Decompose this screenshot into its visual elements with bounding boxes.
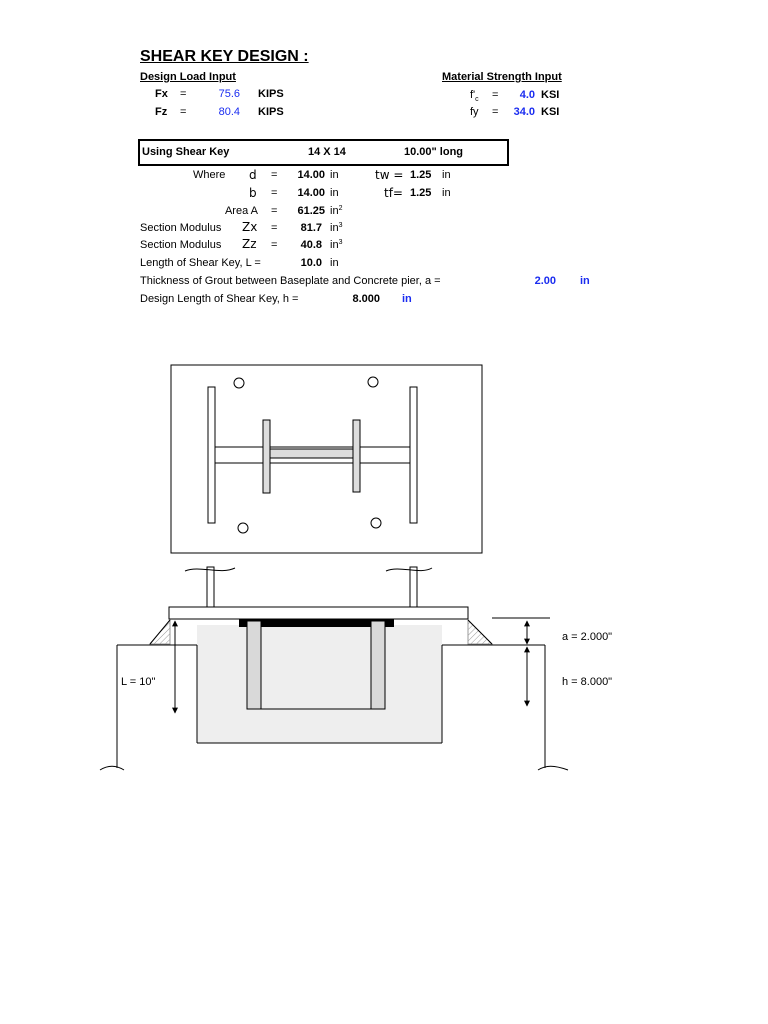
material-strength-heading: Material Strength Input bbox=[442, 71, 562, 83]
area-unit-sup: 2 bbox=[338, 205, 343, 212]
fz-eq: = bbox=[180, 106, 187, 118]
shear-key-flange-right-plan bbox=[353, 420, 360, 492]
grout-value[interactable]: 2.00 bbox=[534, 275, 556, 287]
area-value: 61.25 bbox=[297, 205, 325, 217]
fy-label: fy bbox=[470, 106, 479, 118]
design-length-value: 8.000 bbox=[352, 293, 380, 305]
sx-value: 81.7 bbox=[300, 222, 322, 234]
column-flange-left bbox=[208, 387, 215, 523]
length-label: Length of Shear Key, L = bbox=[140, 257, 261, 269]
fc-label-main: f' bbox=[470, 89, 476, 101]
h-dimension-label: h = 8.000" bbox=[562, 676, 613, 688]
plan-view bbox=[171, 365, 482, 553]
sx-unit-sup: 3 bbox=[338, 222, 343, 229]
tw-unit: in bbox=[442, 169, 451, 181]
anchor-bolt-hole bbox=[234, 378, 244, 388]
fx-value[interactable]: 75.6 bbox=[218, 88, 240, 100]
tf-unit: in bbox=[442, 187, 451, 199]
shear-key-length: 10.00" long bbox=[404, 146, 464, 158]
sx-symbol: Zx bbox=[242, 220, 258, 234]
column-flange-right-elev bbox=[410, 567, 417, 607]
tf-value: 1.25 bbox=[410, 187, 432, 199]
d-eq: = bbox=[271, 169, 278, 181]
shear-key-flange-left-plan bbox=[263, 420, 270, 493]
tf-label: tf= bbox=[384, 186, 403, 200]
base-plate-elev bbox=[169, 607, 468, 619]
page-title: SHEAR KEY DESIGN : bbox=[140, 48, 309, 65]
b-unit: in bbox=[330, 187, 339, 199]
sx-unit-main: in bbox=[330, 222, 339, 234]
fx-eq: = bbox=[180, 88, 187, 100]
anchor-bolt-hole bbox=[238, 523, 248, 533]
length-unit: in bbox=[330, 257, 339, 269]
sz-unit-sup: 3 bbox=[338, 239, 343, 246]
length-value: 10.0 bbox=[300, 257, 322, 269]
sz-label: Section Modulus bbox=[140, 239, 222, 251]
anchor-bolt-hole bbox=[371, 518, 381, 528]
area-eq: = bbox=[271, 205, 278, 217]
sz-unit-main: in bbox=[330, 239, 339, 251]
concrete-pier bbox=[197, 625, 442, 743]
fc-label-sub: c bbox=[475, 96, 479, 104]
elevation-view bbox=[100, 567, 612, 770]
design-length-unit: in bbox=[402, 293, 412, 305]
grout-label: Thickness of Grout between Baseplate and Concrete pier, a = bbox=[140, 275, 441, 287]
a-dimension-label: a = 2.000" bbox=[562, 631, 613, 643]
grout-unit: in bbox=[580, 275, 590, 287]
sz-eq: = bbox=[271, 239, 278, 251]
shear-key-label: Using Shear Key bbox=[142, 146, 230, 158]
fy-unit: KSI bbox=[541, 106, 560, 118]
where-label: Where bbox=[193, 169, 226, 181]
fz-unit: KIPS bbox=[258, 106, 284, 118]
anchor-bolt-hole bbox=[368, 377, 378, 387]
design-length-label: Design Length of Shear Key, h = bbox=[140, 293, 299, 305]
column-flange-left-elev bbox=[207, 567, 214, 607]
b-eq: = bbox=[271, 187, 278, 199]
area-unit-main: in bbox=[330, 205, 339, 217]
fz-value[interactable]: 80.4 bbox=[218, 106, 240, 118]
column-flange-right bbox=[410, 387, 417, 523]
sz-value: 40.8 bbox=[300, 239, 322, 251]
shear-key-web-plan bbox=[269, 449, 353, 458]
shear-key-size: 14 X 14 bbox=[308, 146, 346, 158]
fc-unit: KSI bbox=[541, 89, 560, 101]
fy-eq: = bbox=[492, 106, 499, 118]
d-value: 14.00 bbox=[297, 169, 325, 181]
design-load-heading: Design Load Input bbox=[140, 71, 236, 83]
fy-value[interactable]: 34.0 bbox=[513, 106, 535, 118]
b-symbol: b bbox=[249, 186, 257, 200]
d-symbol: d bbox=[249, 168, 257, 182]
fx-label: Fx bbox=[155, 88, 168, 100]
sx-label: Section Modulus bbox=[140, 222, 222, 234]
fc-value[interactable]: 4.0 bbox=[519, 89, 535, 101]
shear-key-right-flange bbox=[371, 621, 385, 709]
shear-key-left-flange bbox=[247, 621, 261, 709]
l-dimension-label: L = 10" bbox=[121, 676, 156, 688]
sz-symbol: Zz bbox=[242, 237, 257, 251]
sx-eq: = bbox=[271, 222, 278, 234]
fx-unit: KIPS bbox=[258, 88, 284, 100]
d-unit: in bbox=[330, 169, 339, 181]
tw-label: tw = bbox=[375, 168, 404, 182]
area-label: Area A bbox=[224, 205, 258, 217]
fz-label: Fz bbox=[155, 106, 168, 118]
fc-eq: = bbox=[492, 89, 499, 101]
b-value: 14.00 bbox=[297, 187, 325, 199]
tw-value: 1.25 bbox=[410, 169, 432, 181]
